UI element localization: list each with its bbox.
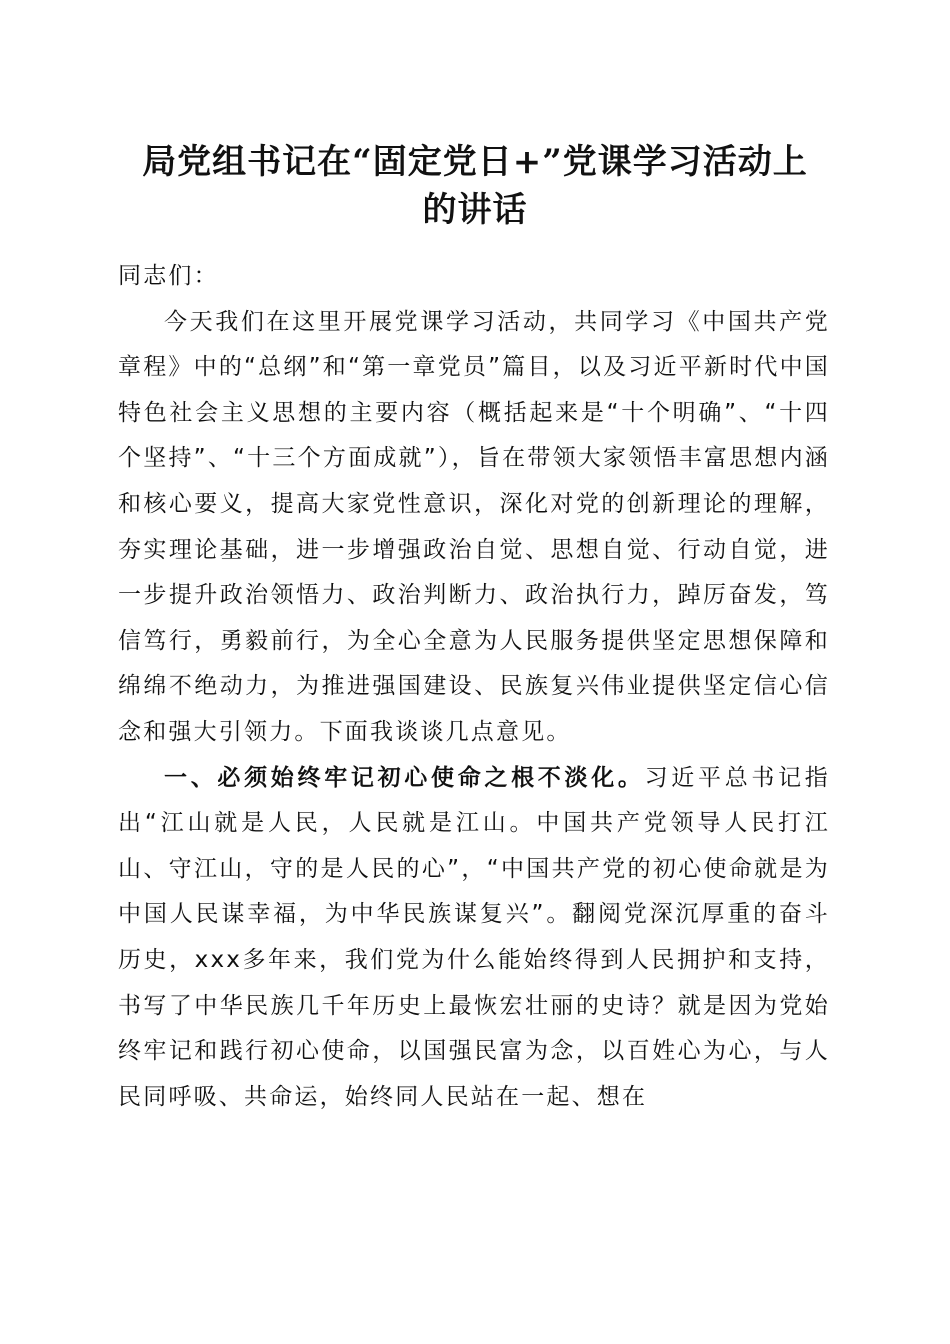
paragraph-intro: 今天我们在这里开展党课学习活动，共同学习《中国共产党章程》中的“总纲”和“第一章党员”篇目，以及习近平新时代中国特色社会主义思想的主要内容（概括起来是“十个明确”、“十四个坚持”、“十三个方面成就”），旨在带领大家领悟丰富思想内涵和核心要义，提高大家党性意识，深化对党的创新理论的理解，夯实理论基础，进一步增强政治自觉、思想自觉、行动自觉，进一步提升政治领悟力、政治判断力、政治执行力，踔厉奋发，笃信笃行，勇毅前行，为全心全意为人民服务提供坚定思想保障和绵绵不绝动力，为推进强国建设、民族复兴伟业提供坚定信心信念和强大引领力。下面我谈谈几点意见。 <box>118 308 830 745</box>
title-line-1: 局党组书记在“固定党日+”党课学习活动上 <box>142 142 808 182</box>
section-1-text: 习近平总书记指出“江山就是人民，人民就是江山。中国共产党领导人民打江山、守江山，守的是人民的心”，“中国共产党的初心使命就是为中国人民谋幸福，为中华民族谋复兴”。翻阅党深沉厚重的奋斗历史，xxx多年来，我们党为什么能始终得到人民拥护和支持，书写了中华民族几千年历史上最恢宏壮丽的史诗？就是因为党始终牢记和践行初心使命，以国强民富为念，以百姓心为心，与人民同呼吸、共命运，始终同人民站在一起、想在 <box>118 764 830 1110</box>
paragraph-section-1 <box>118 756 830 1121</box>
document-body <box>118 254 830 1120</box>
document-title <box>80 138 870 234</box>
title-line-2: 的讲话 <box>422 190 528 230</box>
salutation: 同志们： <box>118 263 219 289</box>
section-1-heading: 一、必须始终牢记初心使命之根不淡化。 <box>164 764 645 791</box>
